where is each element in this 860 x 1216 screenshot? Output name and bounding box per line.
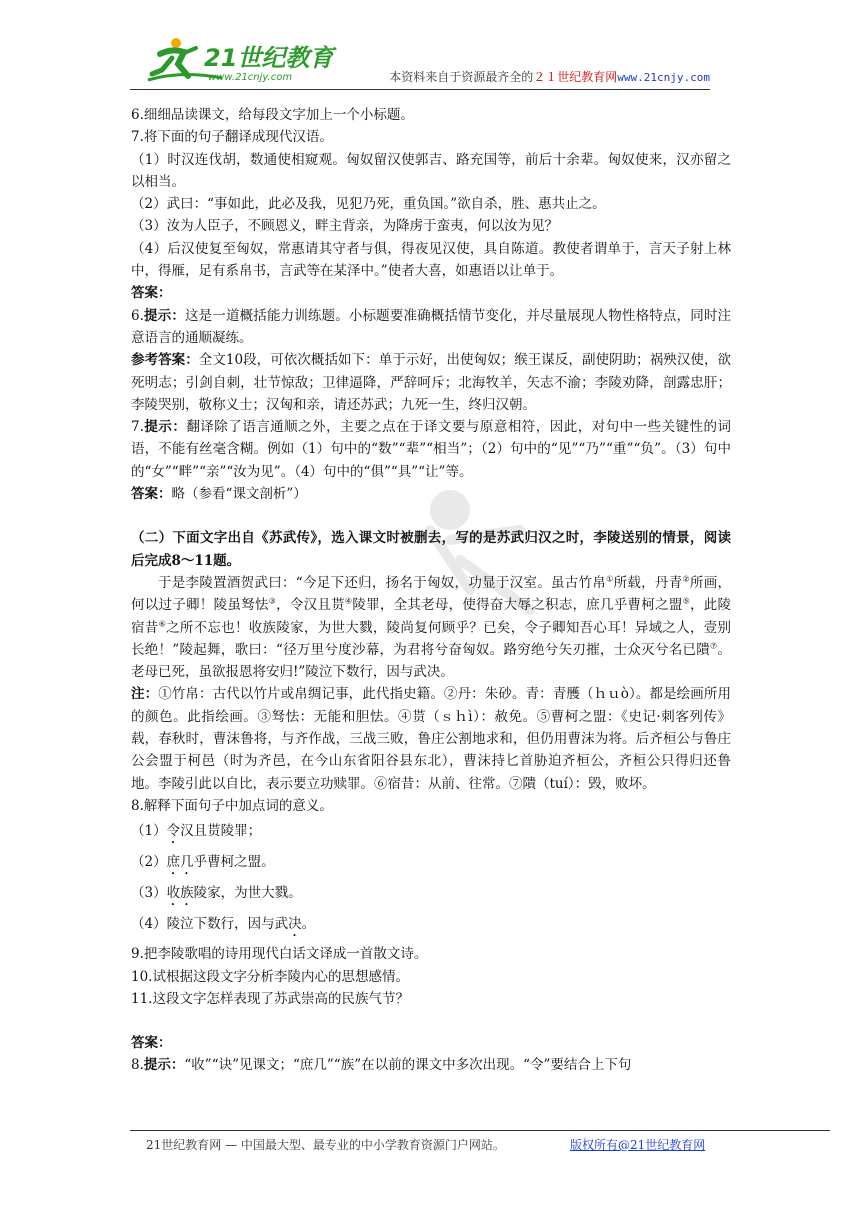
question-7-item-2: （2）武曰：“事如此，此必及我，见犯乃死，重负国。”欲自杀，胜、惠共止之。 [131,196,606,213]
answer-6-reference: 参考答案：全文10段，可依次概括如下：单于示好，出使匈奴；缑王谋反，副使阴助；祸殃汉使，欲死明志；引剑自刺，壮节惊敌；卫律逼降，严辞呵斥；北海牧羊，矢志不渝；李陵劝降，剖露忠肝；李陵哭别，敬称义士；汉匈和亲，请还苏武；九死一生，终归汉朝。 [131,352,732,413]
passage: 于是李陵置酒贺武曰：“今足下还归，扬名于匈奴，功显于汉室。虽古竹帛①所载，丹青②所画，何以过子卿！陵虽驽怯③，令汉且贳④陵罪，全其老母，使得奋大辱之积志，庶几乎曹柯之盟⑤，此陵宿昔⑥之所不忘也！收族陵家，为世大戮，陵尚复何顾乎？已矣，令子卿知吾心耳！异域之人，壹别长绝！”陵起舞，歌曰：“径万里兮度沙幕，为君将兮奋匈奴。路穷绝兮矢刃摧，士众灭兮名已隤⑦。老母已死，虽欲报恩将安归!”陵泣下数行，因与武决。 [131,574,732,681]
page-header [130,30,710,88]
question-7-item-4: （4）后汉使复至匈奴，常惠请其守者与俱，得夜见汉使，具自陈道。教使者谓单于，言天子射上林中，得雁，足有系帛书，言武等在某泽中。”使者大喜，如惠语以让单于。 [131,240,731,280]
site-logo [142,34,352,86]
header-divider [130,89,710,90]
footer-divider [130,1130,830,1131]
question-10: 10.试根据这段文字分析李陵内心的思想感情。 [131,968,409,985]
question-9: 9.把李陵歌唱的诗用现代白话文译成一首散文诗。 [131,946,428,963]
question-8-item-3: （3）收族陵家，为世大戮。 [131,885,302,902]
answer-heading: 答案： [131,285,172,302]
answer-heading-2: 答案： [131,1035,172,1052]
document-body [131,104,731,1077]
header-note: 本资料来自于资源最齐全的２１世纪教育网www.21cnjy.com [389,70,710,84]
footer-tagline: 21世纪教育网 — 中国最大型、最专业的中小学教育资源门户网站。 [146,1138,505,1152]
answer-8-hint: 8.提示：“收”“诀”见课文；“庶几”“族”在以前的课文中多次出现。“令”要结合上下句 [131,1057,632,1074]
question-6: 6.细细品读课文，给每段文字加上一个小标题。 [131,107,414,123]
header-url[interactable]: www.21cnjy.com [617,71,710,84]
question-7: 7.将下面的句子翻译成现代汉语。 [131,129,333,146]
page-footer [146,1136,706,1153]
footer-copyright-link[interactable]: 版权所有@21世纪教育网 [570,1138,706,1152]
question-8-item-4: （4）陵泣下数行，因与武决。 [131,916,316,933]
answer-7-hint: 7.提示：翻译除了语言通顺之外，主要之点在于译文要与原意相符，因此，对句中一些关键性的词语，不能有丝毫含糊。例如（1）句中的“数”“辈”“相当”；（2）句中的“见”“乃”“重”“负”。（3）句中的“女”“畔”“亲”“汝为见”。（4）句中的“俱”“具”“让”等。 [131,419,732,480]
question-11: 11.这段文字怎样表现了苏武崇高的民族气节？ [131,990,409,1007]
logo-text: 21世纪教育 [204,44,334,72]
question-7-item-1: （1）时汉连伐胡，数通使相窥观。匈奴留汉使郭吉、路充国等，前后十余辈。匈奴使来，汉亦留之以相当。 [131,151,731,190]
question-8: 8.解释下面句子中加点词的意义。 [131,797,333,814]
answer-7-answer: 答案：略（参看“课文剖析”） [131,486,307,503]
logo-url: www.21cnjy.com [208,72,293,83]
section-2-title: （二）下面文字出自《苏武传》，选入课文时被删去，写的是苏武归汉之时，李陵送别的情景，阅读后完成8～11题。 [131,530,731,569]
question-8-item-1: （1）令汉且贳陵罪； [131,823,262,840]
question-7-item-3: （3）汝为人臣子，不顾恩义，畔主背亲，为降虏于蛮夷，何以汝为见？ [131,218,559,235]
question-8-item-2: （2）庶几乎曹柯之盟。 [131,854,275,871]
header-site-name: ２１世纪教育网 [533,70,618,84]
passage-notes: 注：①竹帛：古代以竹片或帛绸记事，此代指史籍。②丹：朱砂。青：青雘（ｈｕò）。都是绘画所用的颜色。此指绘画。③驽怯：无能和胆怯。④贳（ｓｈì）：赦免。⑤曹柯之盟：《史记·刺客列传》载，春秋时，曹沫鲁将，与齐作战，三战三败，鲁庄公割地求和，但仍用曹沫为将。后齐桓公与鲁庄公会盟于柯邑（时为齐邑，在今山东省阳谷县东北），曹沫持匕首胁迫齐桓公，齐桓公只得归还鲁地。李陵引此以自比，表示要立功赎罪。⑥宿昔：从前、往常。⑦隤（tuí）：毁，败坏。 [131,686,731,792]
answer-6-hint: 6.提示：这是一道概括能力训练题。小标题要准确概括情节变化，并尽量展现人物性格特点，同时注意语言的通顺凝练。 [131,307,732,346]
